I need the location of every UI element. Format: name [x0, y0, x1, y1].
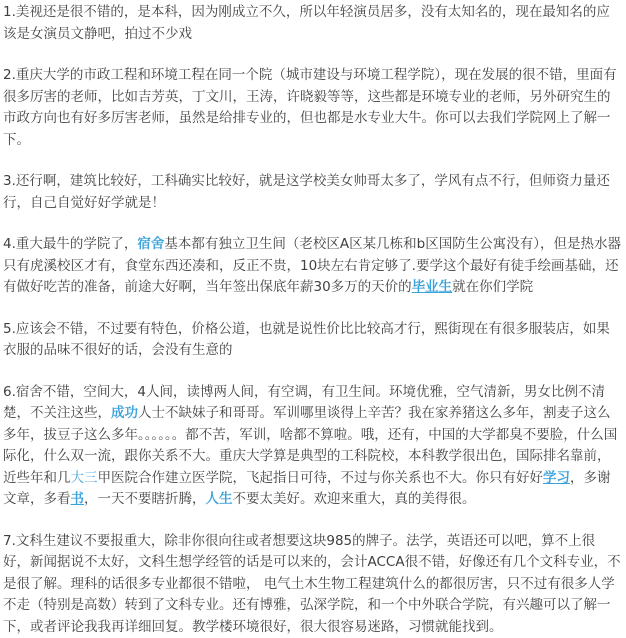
text-run: 2.重庆大学的市政工程和环境工程在同一个院（城市建设与环境工程学院），现在发展的很不错，里面有很多厉害的老师，比如吉芳英，丁文川，王涛，许晓毅等等，这些都是环境专业的老师，另外研究生的市政方向也有好多厉害老师，虽然是给排专业的，但也都是水专业大牛。你可以去我们学院网上了解一下。	[3, 67, 617, 148]
text-run: 4.重大最牛的学院了，	[3, 236, 137, 252]
text-run: 1.美视还是很不错的，是本科，因为刚成立不久，所以年轻演员居多，没有太知名的，现在最知名的应该是女演员文静吧，拍过不少戏	[3, 4, 610, 42]
keyword-link[interactable]: 书	[71, 491, 85, 507]
keyword-link[interactable]: 人生	[206, 491, 233, 507]
text-run: ，一天不要瞎折腾，	[84, 491, 206, 507]
text-run: 不要太美好。欢迎来重大，真的美得很。	[233, 491, 476, 507]
answer-paragraph	[3, 2, 622, 45]
answer-paragraph	[3, 531, 622, 638]
text-run: 7.文科生建议不要报重大，除非你很向往或者想要这块985的牌子。法学，英语还可以吧，算不上很好，新闻据说不太好，文科生想学经管的话是可以来的，会计ACCA很不错，好像还有几个文科专业，不是很了解。理科的话很多专业都很不错啦， 电气土木生物工程建筑什么的都很厉害，只不过有很多人学不走（特别是高数）转到了文科专业。还有博雅，弘深学院，和一个中外联合学院，有兴趣可以了解一下，或者评论我我再详细回复。教学楼环境很好，很大很容易迷路，习惯就能找到。	[3, 533, 621, 635]
answer-paragraph	[3, 234, 622, 299]
text-run: 3.还行啊，建筑比较好，工科确实比较好，就是这学校美女帅哥太多了，学风有点不行，但师资力量还行，自己自觉好好学就是！	[3, 173, 610, 211]
text-run: 人士不缺妹子和哥哥。军训哪里谈得上辛苦？我在家养猪这么多年，割麦子这么多年，拔豆子这么多年。。。。。。都不苦，军训，啥都不算啦。哦，还有，中国的大学都臭不要脸，什么国际化，什么双一流，跟你关系不大。重庆大学算是典型的工科院校，本科教学很出色，国际排名靠前，近些年和几	[3, 405, 617, 486]
answer-paragraph	[3, 319, 622, 362]
answer-paragraph	[3, 65, 622, 151]
answer-paragraph	[3, 382, 622, 511]
text-run: 5.应该会不错，不过要有特色，价格公道，也就是说性价比比较高才行，熙街现在有很多服装店，如果衣服的品味不很好的话，会没有生意的	[3, 321, 610, 359]
answer-paragraph	[3, 171, 622, 214]
keyword-link[interactable]: 大三	[71, 470, 98, 486]
text-run: 6.宿舍不错，空间大，4人间，读博两人间，有空调，有卫生间。环境优雅，空气清新，男女比例不清楚，不关注这些，	[3, 384, 605, 422]
keyword-link[interactable]: 学习	[543, 470, 570, 486]
text-run: 就在你们学院	[452, 279, 533, 295]
text-run: 甲医院合作建立医学院，飞起指日可待，不过与你关系也不大。你只有好好	[98, 470, 544, 486]
keyword-link[interactable]: 宿舍	[137, 236, 164, 252]
keyword-link[interactable]: 毕业生	[412, 279, 453, 295]
text-run: 基本都有独立卫生间（老校区A区某几栋和b区国防生公寓没有），但是热水器 只有虎溪校区才有，食堂东西还凑和，反正不贵，10块左右肯定够了.要学这个最好有徒手绘画基础，还有做好吃苦的准备，前途大好啊，当年签出保底年薪30多万的天价的	[3, 236, 625, 295]
keyword-link[interactable]: 成功	[111, 405, 138, 421]
text-run: ，多谢文章，多看	[3, 470, 611, 508]
